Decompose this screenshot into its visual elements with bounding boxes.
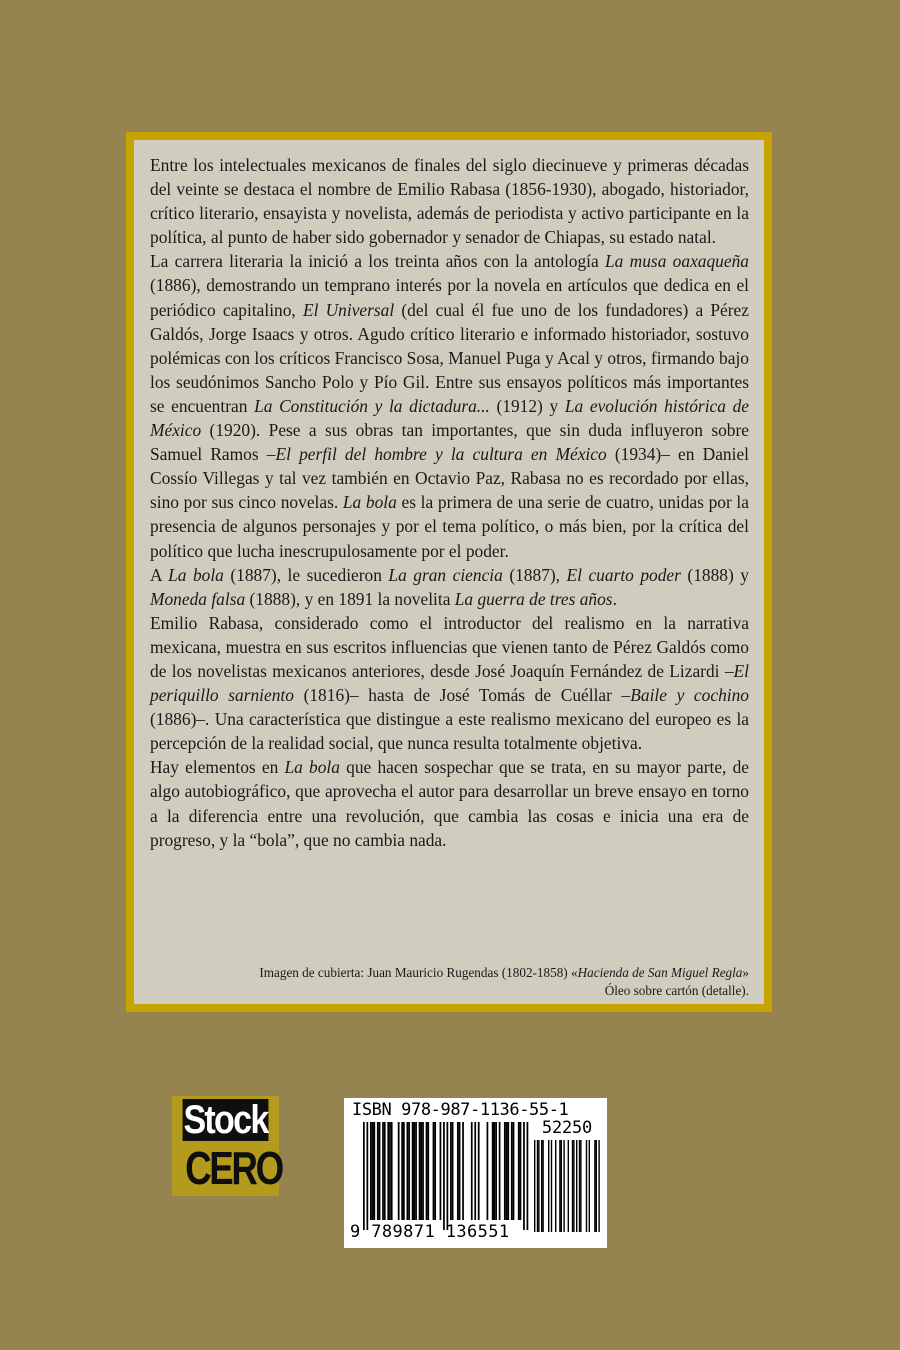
addon-bar [586, 1140, 587, 1232]
ean-bar [471, 1122, 473, 1220]
synopsis-paragraph-2: La carrera literaria la inició a los treinta años con la antología La musa oaxaqueña (1886), demostrando un temprano interés por la novela en artículos que dedica en el periódico capitalino, El Universal (del cual él fue uno de los fundadores) a Pérez Galdós, Jorge Isaacs y otros. Agudo crítico literario e informado historiador, sostuvo polémicas con los críticos Francisco Sosa, Manuel Puga y Acal y otros, firmando bajo los seudónimos Sancho Polo y Pío Gil. Entre sus ensayos políticos más importantes se encuentran La Constitución y la dictadura... (1912) y La evolución histórica de México (1920). Pese a sus obras tan importantes, que sin duda influyeron sobre Samuel Ramos –El perfil del hombre y la cultura en México (1934)– en Daniel Cossío Villegas y tal vez también en Octavio Paz, Rabasa no es recordado por ellas, sino por sus cinco novelas. La bola es la primera de una serie de cuatro, unidas por la presencia de algunos personajes y por el tema político, o más bien, por la crítica del político que lucha inescrupulosamente por el poder. [150, 251, 750, 561]
ean-bar [494, 1122, 496, 1220]
ean-bar [462, 1122, 464, 1220]
ean-bar [426, 1122, 428, 1220]
credit-artwork-title: Hacienda de San Miguel Regla [577, 965, 743, 980]
ean-bar [407, 1122, 409, 1220]
synopsis-paragraph-1: Entre los intelectuales mexicanos de finales del siglo diecinueve y primeras décadas del veinte se destaca el nombre de Emilio Rabasa (1856-1930), abogado, historiador, crítico literario, ensayista y novelista, además de periodista y activo participante en la política, al punto de haber sido gobernador y senador de Chiapas, su estado natal. [150, 155, 749, 248]
ean-bar [518, 1122, 520, 1220]
credit-prefix: Imagen de cubierta: Juan Mauricio Rugendas (1802-1858) « [259, 965, 578, 980]
ean-bar [403, 1122, 405, 1220]
ean-bar [506, 1122, 508, 1220]
ean-bar [427, 1122, 429, 1220]
addon-bar [541, 1140, 542, 1232]
addon-bar [596, 1140, 597, 1232]
ean-bar [447, 1122, 449, 1230]
ean-bar [527, 1122, 529, 1230]
ean-bar [450, 1122, 452, 1220]
ean-bar [384, 1122, 386, 1220]
addon-bar [542, 1140, 543, 1232]
ean-bar [474, 1122, 476, 1220]
ean-bar [379, 1122, 381, 1220]
addon-bar [548, 1140, 549, 1232]
addon-bar [568, 1140, 569, 1232]
addon-bar-group [534, 1140, 600, 1232]
ean-bar [398, 1122, 400, 1220]
ean-bar [520, 1122, 522, 1220]
addon-bar [561, 1140, 562, 1232]
ean-bar [387, 1122, 389, 1220]
stockcero-logo [172, 1096, 282, 1196]
addon-digits: 52250 [541, 1118, 593, 1138]
addon-bar [534, 1140, 535, 1232]
ean-bar [440, 1122, 442, 1220]
addon-bar [579, 1140, 580, 1232]
credit-line-1 [259, 964, 749, 982]
cover-image-credit [259, 964, 749, 1000]
ean-bar [511, 1122, 513, 1220]
synopsis-paragraph-3: A La bola (1887), le sucedieron La gran ciencia (1887), El cuarto poder (1888) y Moneda falsa (1888), y en 1891 la novelita La guerra de tres años. [150, 564, 749, 609]
addon-bar [537, 1140, 538, 1232]
addon-bar [572, 1140, 573, 1232]
ean-bar [373, 1122, 375, 1220]
ean-bar [443, 1122, 445, 1230]
addon-bar [589, 1140, 590, 1232]
synopsis-paragraph-4: Emilio Rabasa, considerado como el introductor del realismo en la narrativa mexicana, muestra en sus escritos influencias que vienen tanto de Pérez Galdós como de los novelistas mexicanos anteriores, desde José Joaquín Fernández de Lizardi –El periquillo sarniento (1816)– hasta de José Tomás de Cuéllar –Baile y cochino (1886)–. Una característica que distingue a este realismo mexicano del europeo es la percepción de la realidad social, que nunca resulta totalmente objetiva. [150, 612, 749, 754]
synopsis-paragraph-5: Hay elementos en La bola que hacen sospechar que se trata, en su mayor parte, de algo autobiográfico, que aprovecha el autor para desarrollar un breve ensayo en torno a la diferencia entre una revolución, que cambia las cosas e inicia una era de progreso, y la “bola”, que no cambia nada. [150, 757, 749, 850]
ean-bar [408, 1122, 410, 1220]
ean-bar [419, 1122, 421, 1220]
addon-bar [598, 1140, 599, 1232]
logo-stock-text: Stock [183, 1098, 268, 1142]
synopsis-panel [126, 132, 772, 1012]
ean-bar [363, 1122, 365, 1230]
ean-bar [372, 1122, 374, 1220]
ean-bar [492, 1122, 494, 1220]
ean-bar [478, 1122, 480, 1220]
addon-bar [594, 1140, 595, 1232]
ean-bar [523, 1122, 525, 1230]
isbn-label: ISBN 978-987-1136-55-1 [352, 1100, 569, 1120]
ean-bar [415, 1122, 417, 1220]
credit-suffix: » [742, 965, 749, 980]
ean-bar [513, 1122, 515, 1220]
ean-bar [459, 1122, 461, 1220]
isbn-barcode [344, 1098, 607, 1248]
ean-bar-group [363, 1122, 528, 1230]
addon-bar [559, 1140, 560, 1232]
ean-bar [499, 1122, 501, 1220]
addon-bar [573, 1140, 574, 1232]
credit-line-2: Óleo sobre cartón (detalle). [604, 983, 749, 998]
addon-bar [563, 1140, 564, 1232]
ean-bar [457, 1122, 459, 1220]
ean-bar [422, 1122, 424, 1220]
ean-bar [389, 1122, 391, 1220]
addon-bar [551, 1140, 552, 1232]
ean-bar [433, 1122, 435, 1220]
ean-bar [420, 1122, 422, 1220]
ean-bar [412, 1122, 414, 1220]
addon-bar [538, 1140, 539, 1232]
ean-bar [377, 1122, 379, 1220]
ean-bar [495, 1122, 497, 1220]
ean-bar [401, 1122, 403, 1220]
ean-bar [487, 1122, 489, 1220]
ean-bar [382, 1122, 384, 1220]
ean-bar [413, 1122, 415, 1220]
ean-bar [507, 1122, 509, 1220]
ean-bar [391, 1122, 393, 1220]
ean-bar [504, 1122, 506, 1220]
addon-bar [580, 1140, 581, 1232]
ean-bar [370, 1122, 372, 1220]
logo-cero-text: CERO [185, 1142, 282, 1194]
ean-bar [452, 1122, 454, 1220]
ean-digits: 9 789871 136551 [350, 1222, 510, 1242]
synopsis-panel-inner [134, 140, 764, 1004]
ean-bar [434, 1122, 436, 1220]
addon-bar [576, 1140, 577, 1232]
ean-bar [366, 1122, 368, 1230]
addon-bar [555, 1140, 556, 1232]
